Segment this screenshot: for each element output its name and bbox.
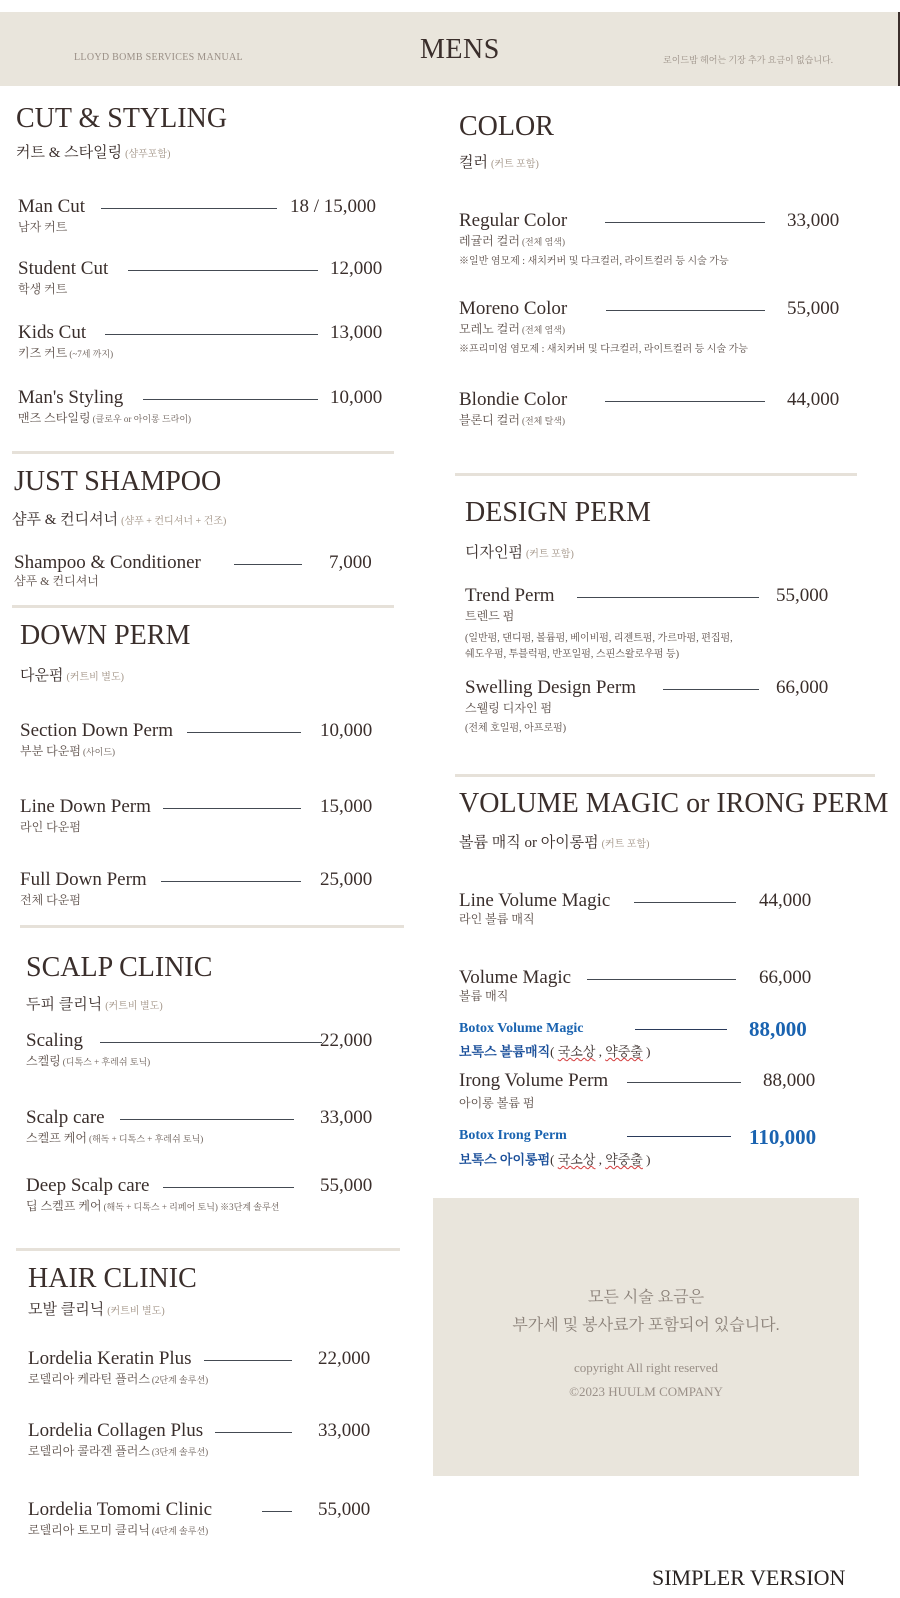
- section-sub-color: 컬러 (커트 포함): [459, 155, 539, 171]
- section-sub-scalp: 두피 클리닉 (커트비 별도): [26, 997, 163, 1013]
- section-title-cut: CUT & STYLING: [16, 103, 228, 134]
- notice-box: [433, 1198, 859, 1476]
- divider: [12, 605, 394, 608]
- divider: [16, 1248, 400, 1251]
- company-line: ©2023 HUULM COMPANY: [569, 1384, 723, 1399]
- section-title-color: COLOR: [459, 111, 554, 142]
- section-sub-volume: 볼륨 매직 or 아이롱펌 (커트 포함): [459, 835, 650, 851]
- divider: [455, 774, 875, 777]
- section-title-scalp: SCALP CLINIC: [26, 952, 213, 983]
- divider: [12, 451, 394, 454]
- section-sub-cut: 커트 & 스타일링 (샴푸포함): [16, 145, 171, 161]
- manual-label: LLOYD BOMB SERVICES MANUAL: [74, 52, 243, 63]
- section-sub-shampoo: 샴푸 & 컨디셔너 (샴푸 + 컨디셔너 + 건조): [12, 512, 227, 528]
- section-sub-hair: 모발 클리닉 (커트비 별도): [28, 1302, 165, 1318]
- section-title-down: DOWN PERM: [20, 620, 191, 651]
- header-note: 로이드밤 헤어는 기장 추가 요금이 없습니다.: [663, 55, 833, 65]
- section-sub-down: 다운펌 (커트비 별도): [20, 668, 124, 684]
- section-title-volume: VOLUME MAGIC or IRONG PERM: [459, 788, 889, 819]
- divider: [455, 473, 857, 476]
- header-bar: [0, 12, 900, 86]
- section-title-shampoo: JUST SHAMPOO: [14, 466, 222, 497]
- section-sub-design: 디자인펌 (커트 포함): [465, 545, 574, 561]
- version-label: SIMPLER VERSION: [652, 1565, 846, 1590]
- section-title-hair: HAIR CLINIC: [28, 1263, 197, 1294]
- section-title-design: DESIGN PERM: [465, 497, 651, 528]
- page-title: MENS: [420, 34, 500, 65]
- notice-line-1: 모든 시술 요금은: [587, 1289, 705, 1306]
- divider: [20, 925, 404, 928]
- copyright-line: copyright All right reserved: [573, 1360, 719, 1375]
- notice-line-2: 부가세 및 봉사료가 포함되어 있습니다.: [512, 1317, 780, 1334]
